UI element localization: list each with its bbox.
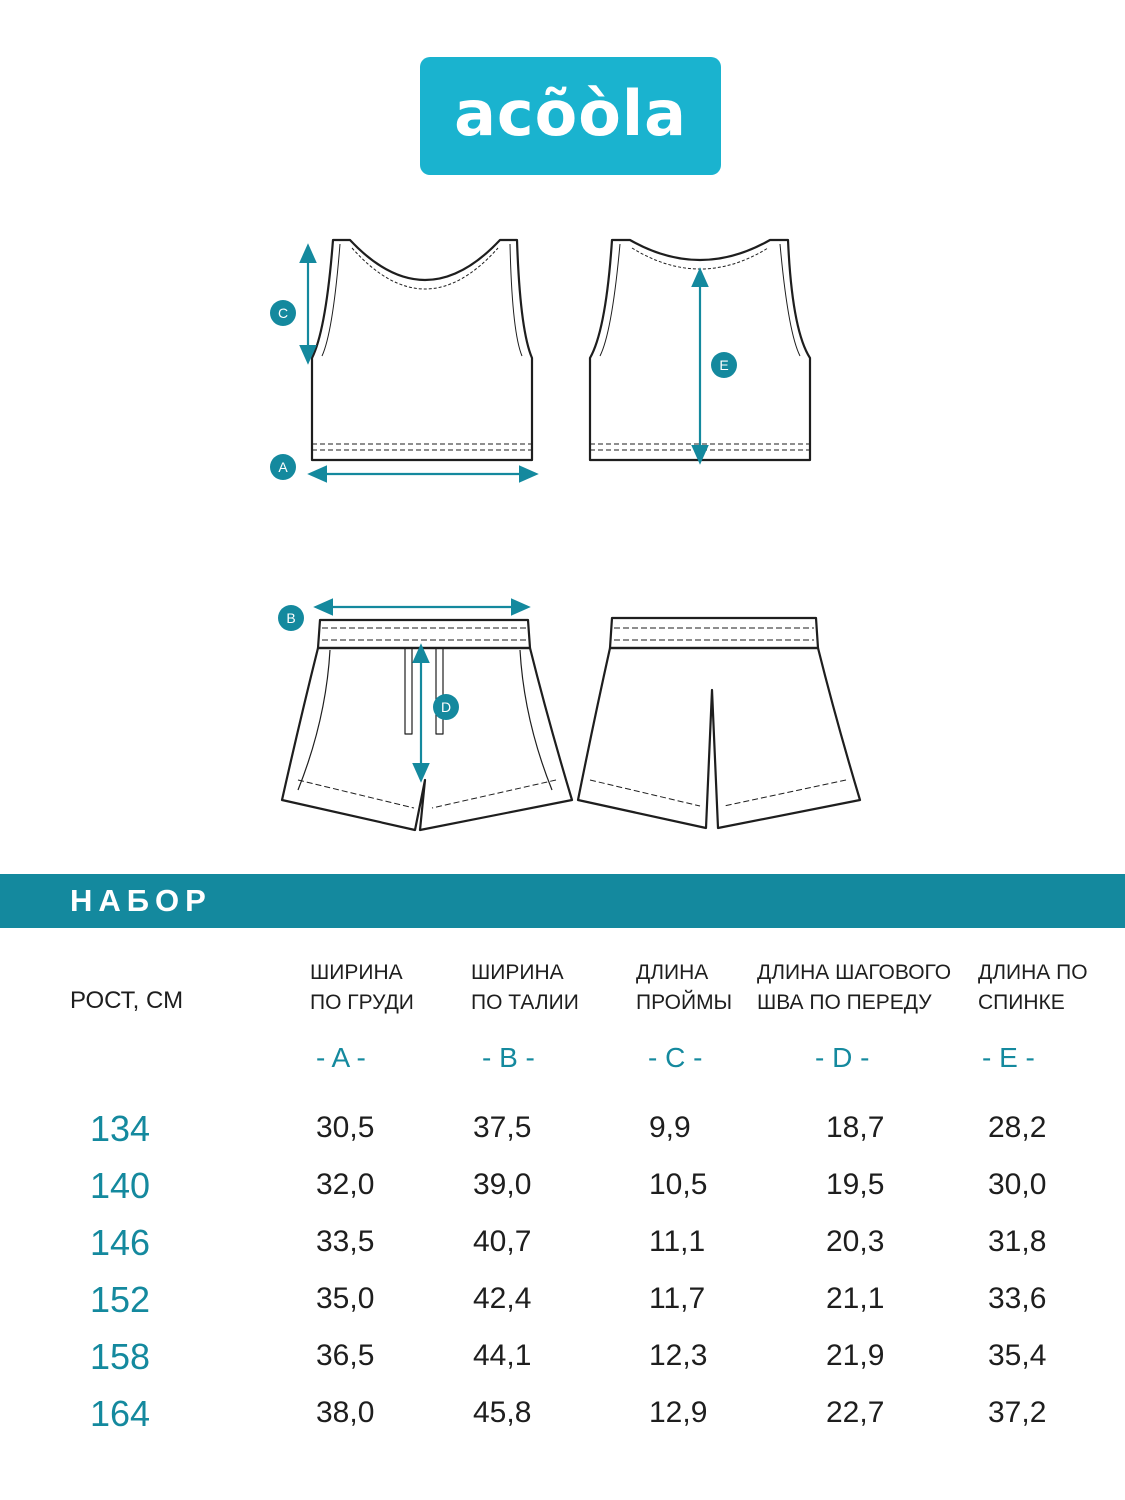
top-front-outline xyxy=(312,240,532,460)
col-header-a: ШИРИНА ПО ГРУДИ xyxy=(310,961,414,1014)
table-cell: 37,2 xyxy=(988,1396,1047,1429)
col-header-b: ШИРИНА ПО ТАЛИИ xyxy=(471,961,579,1014)
table-cell: 30,0 xyxy=(988,1168,1047,1201)
col-code-c: - C - xyxy=(648,1042,703,1073)
table-cell: 21,1 xyxy=(826,1282,885,1315)
marker-e: E xyxy=(719,357,729,373)
table-cell: 9,9 xyxy=(649,1111,691,1144)
row-height: 152 xyxy=(90,1279,151,1320)
row-height: 140 xyxy=(90,1165,151,1206)
table-cell: 35,4 xyxy=(988,1339,1047,1372)
row-height: 146 xyxy=(90,1222,151,1263)
row-height: 158 xyxy=(90,1336,151,1377)
table-cell: 28,2 xyxy=(988,1111,1047,1144)
table-cell: 30,5 xyxy=(316,1111,375,1144)
col-header-e: ДЛИНА ПО СПИНКЕ xyxy=(978,961,1088,1014)
col-code-a: - A - xyxy=(316,1042,366,1073)
table-cell: 35,0 xyxy=(316,1282,375,1315)
section-title: НАБОР xyxy=(70,883,212,918)
shorts-front-outline xyxy=(282,648,572,830)
table-cell: 12,3 xyxy=(649,1339,708,1372)
table-cell: 18,7 xyxy=(826,1111,885,1144)
table-cell: 22,7 xyxy=(826,1396,885,1429)
marker-c: C xyxy=(277,305,289,321)
table-cell: 12,9 xyxy=(649,1396,708,1429)
table-cell: 20,3 xyxy=(826,1225,885,1258)
col-code-b: - B - xyxy=(482,1042,535,1073)
table-cell: 39,0 xyxy=(473,1168,532,1201)
table-cell: 44,1 xyxy=(473,1339,532,1372)
table-cell: 33,5 xyxy=(316,1225,375,1258)
marker-d: D xyxy=(440,699,452,715)
col-header-c: ДЛИНА ПРОЙМЫ xyxy=(636,961,733,1014)
table-cell: 19,5 xyxy=(826,1168,885,1201)
table-cell: 45,8 xyxy=(473,1396,532,1429)
table-cell: 38,0 xyxy=(316,1396,375,1429)
marker-a: A xyxy=(278,459,288,475)
row-height: 164 xyxy=(90,1393,151,1434)
logo-text: acõòla xyxy=(454,77,687,150)
col-header-d: ДЛИНА ШАГОВОГО ШВА ПО ПЕРЕДУ xyxy=(757,961,952,1014)
table-cell: 36,5 xyxy=(316,1339,375,1372)
table-cell: 11,7 xyxy=(649,1282,706,1315)
table-cell: 10,5 xyxy=(649,1168,708,1201)
table-cell: 42,4 xyxy=(473,1282,532,1315)
table-cell: 33,6 xyxy=(988,1282,1047,1315)
height-header: РОСТ, СМ xyxy=(70,987,184,1014)
col-code-d: - D - xyxy=(815,1042,870,1073)
table-cell: 21,9 xyxy=(826,1339,885,1372)
row-height: 134 xyxy=(90,1108,151,1149)
marker-b: B xyxy=(286,610,296,626)
table-cell: 31,8 xyxy=(988,1225,1047,1258)
table-cell: 40,7 xyxy=(473,1225,532,1258)
shorts-back-waistband xyxy=(610,618,818,648)
col-code-e: - E - xyxy=(982,1042,1035,1073)
table-cell: 32,0 xyxy=(316,1168,375,1201)
section-band xyxy=(0,874,1125,928)
table-cell: 37,5 xyxy=(473,1111,532,1144)
table-cell: 11,1 xyxy=(649,1225,706,1258)
shorts-back-outline xyxy=(578,648,860,828)
shorts-front-waistband xyxy=(318,620,530,648)
